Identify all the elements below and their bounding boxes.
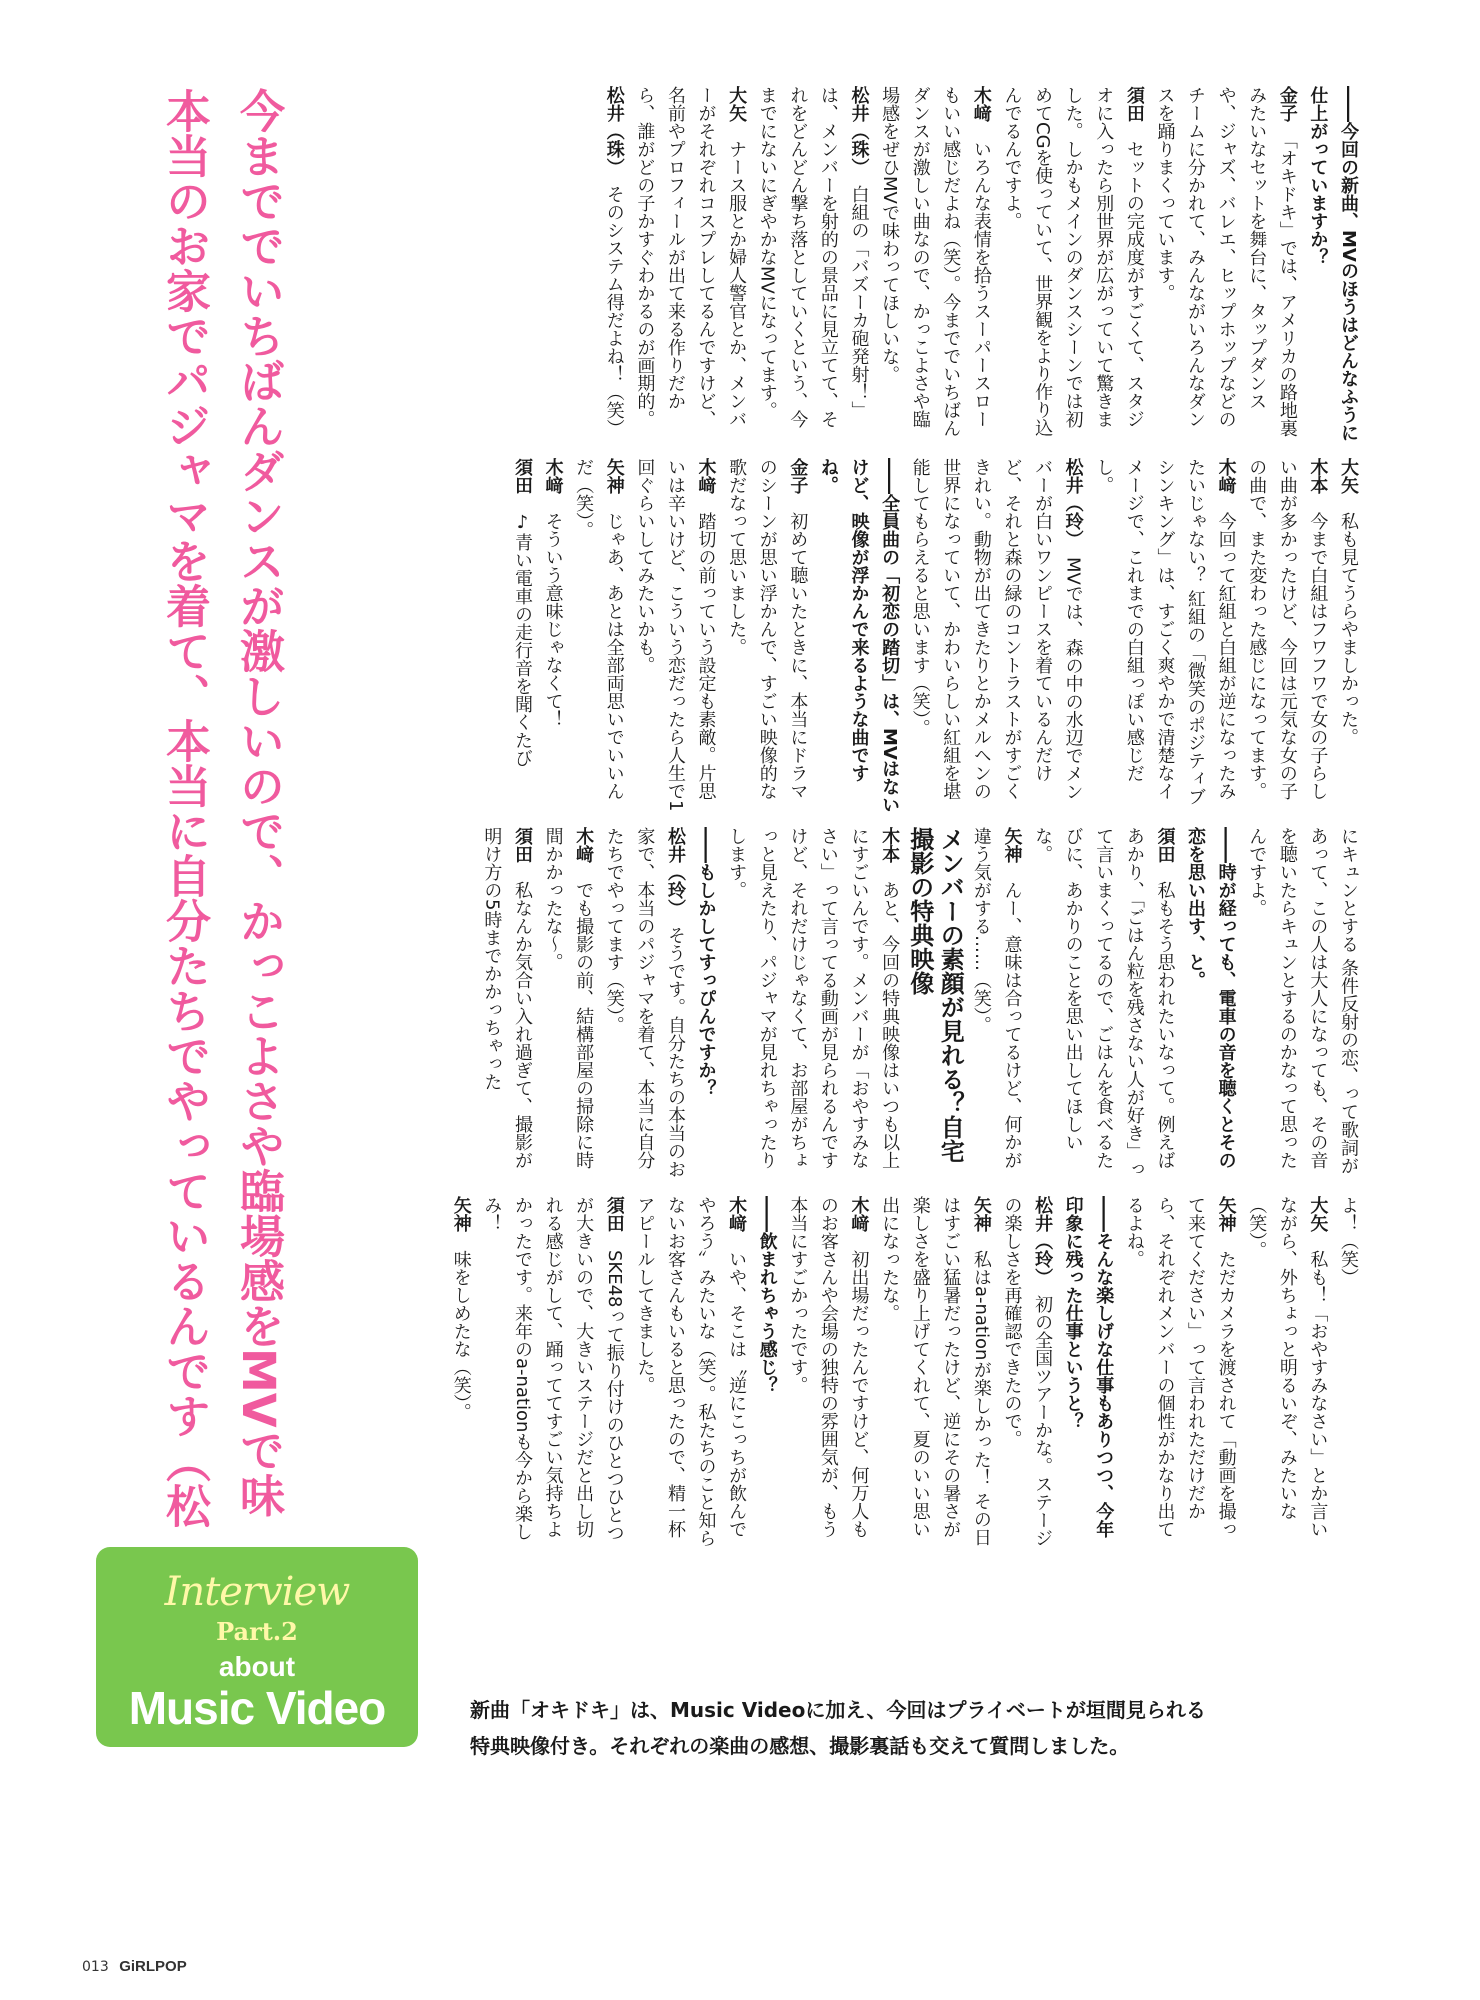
speech-text: でも撮影の前、結構部屋の掃除に時間かかったな〜。 [542, 827, 595, 1169]
speaker-name: 金子 [1276, 86, 1298, 122]
intro-line-2: 特典映像付き。それぞれの楽曲の感想、撮影裏話も交えて質問しました。 [470, 1734, 1130, 1758]
intro-line-1: 新曲「オキドキ」は、Music Videoに加え、今回はプライベートが垣間見られる [470, 1698, 1206, 1722]
article-paragraph [1332, 458, 1363, 814]
article-paragraph [537, 827, 598, 1183]
speech-text: んー、意味は合ってるけど、何かが違う気がする……（笑）。 [970, 827, 1023, 1169]
speech-text: あと、今回の特典映像はいつも以上にすごいんです。メンバーが「おやすみなさい」って言ってる動画が見られるんですけど、それだけじゃなくて、お部屋がちょっと見えたり、パジャマが見れちゃったりします。 [726, 827, 901, 1169]
article-paragraph [965, 827, 1026, 1183]
interview-question: ――全員曲の「初恋の踏切」は、MVはないけど、映像が浮かんで来るような曲ですね。 [817, 458, 901, 814]
speaker-name: 矢神 [1215, 1196, 1237, 1232]
article-paragraph [629, 86, 751, 442]
speaker-name: 松井（玲） [664, 827, 686, 908]
speaker-name: 松井（玲） [1062, 458, 1084, 539]
speaker-name: 矢神 [603, 458, 625, 494]
speaker-name: 矢神 [1001, 827, 1023, 863]
speaker-name: 須田 [511, 827, 533, 863]
article-paragraph [476, 1196, 629, 1552]
speaker-name: 須田 [511, 458, 533, 494]
speech-text: 今まで白組はフワフワで女の子らしい曲が多かったけど、今回は元気な女の子の曲で、また変わった感じになってます。 [1246, 458, 1329, 800]
article-paragraph [1149, 86, 1302, 442]
speech-text: 私もそう思われたいなって。例えばあかり、「ごはん粒を残さない人が好き」って言いまくってるので、ごはんを食べるたびに、あかりのことを思い出してほしいな。 [1032, 827, 1176, 1178]
speech-text: ♪青い電車の走行音を聞くたび [511, 512, 533, 767]
article-paragraph [568, 458, 629, 814]
article-paragraph [904, 458, 1088, 814]
article-paragraph [445, 1196, 476, 1552]
interview-question: ――もしかしてすっぴんですか？ [695, 827, 717, 1097]
speaker-name: 木﨑 [848, 1196, 870, 1232]
article-paragraph [996, 86, 1149, 442]
article-paragraph [751, 1196, 782, 1552]
intro-lead [470, 1692, 1390, 1764]
article-paragraph [1179, 827, 1240, 1183]
magazine-logo: GiRLPOP [119, 1958, 187, 1975]
article-paragraph [1302, 86, 1363, 442]
speaker-name: 木﨑 [695, 458, 717, 494]
article-paragraph [721, 827, 905, 1183]
article-paragraph [721, 458, 813, 814]
article-paragraph [874, 86, 996, 442]
speech-text: 初出場だったんですけど、何万人ものお客さんや会場の独特の雰囲気が、もう本当にすごかったです。 [787, 1196, 870, 1538]
interview-badge [96, 1547, 418, 1747]
speaker-name: 木本 [1307, 458, 1329, 494]
speech-text: SKE48って振り付けのひとつひとつが大きいので、大きいステージだと出し切れる感じがして、踊っててすごい気持ちよかったです。来年のa-nationも今から楽しみ！ [481, 1196, 625, 1542]
speech-text: セットの完成度がすごくて、スタジオに入ったら別世界が広がっていて驚きました。しかもメインのダンスシーンでは初めてCGを使っていて、世界観をより作り込んでるんですよ。 [1001, 86, 1145, 437]
speech-text: 私なんか気合い入れ過ぎて、撮影が明け方の5時までかかっちゃった [481, 827, 533, 1169]
speaker-name: 木﨑 [573, 827, 595, 863]
badge-part-label: Part.2 [216, 1617, 298, 1646]
speech-text: 今回って紅組と白組が逆になったみたいじゃない？ 紅組の「微笑のポジティブシンキング」は、すごく爽やかで清楚なイメージで、これまでの白組っぽい感じだし。 [1093, 458, 1237, 806]
speaker-name: 木﨑 [1215, 458, 1237, 494]
speaker-name: 矢神 [450, 1196, 472, 1232]
interview-question: ――そんな楽しげな仕事もありつつ、今年印象に残った仕事というと？ [1062, 1196, 1115, 1538]
article-paragraph [782, 1196, 874, 1552]
article-paragraph [1057, 1196, 1118, 1552]
speech-text: 初の全国ツアーかな。ステージの楽しさを再確認できたので。 [1001, 1196, 1054, 1547]
speech-text: MVでは、森の中の水辺でメンバーが白いワンピースを着ているんだけど、それと森の緑のコントラストがすごくきれい。動物が出てきたりとかメルヘンの世界になっていて、かわいらしい紅組を堪能してもらえると思います（笑）。 [909, 458, 1084, 801]
speech-text: いろんな表情を拾うスーパースローもいい感じだよね（笑）。今まででいちばんダンスが激しい曲なので、かっこよさや臨場感をぜひMVで味わってほしいな。 [879, 86, 992, 437]
article-paragraph [537, 458, 568, 814]
badge-about-label: about [218, 1651, 296, 1682]
article-row-2 [403, 458, 1363, 814]
speech-text: 味をしめたな（笑）。 [450, 1250, 472, 1421]
article-paragraph [629, 458, 721, 814]
speech-text: じゃあ、あとは全部両思いでいいんだ（笑）。 [573, 458, 625, 800]
speech-text: 「オキドキ」では、アメリカの路地裏みたいなセットを舞台に、タップダンスや、ジャズ、バレエ、ヒップホップなどのチームに分かれて、みんながいろんなダンスを踊りまくっています。 [1154, 86, 1298, 437]
speaker-name: 須田 [1123, 86, 1145, 122]
article-paragraph [812, 458, 904, 814]
speech-text: 私はa-nationが楽しかった！ その日はすごい猛暑だったけど、逆にその暑さが楽しさを盛り上げてくれて、夏のいい思い出になったな。 [879, 1196, 992, 1547]
speech-text: 私も見てうらやましかった。 [1338, 512, 1359, 746]
article-paragraph [1332, 1196, 1363, 1552]
speech-text: そうです。自分たちの本当のお家で、本当のパジャマを着て、本当に自分たちでやってます（笑）。 [603, 827, 686, 1178]
article-row-4 [403, 1196, 1363, 1552]
article-paragraph [751, 86, 873, 442]
article-paragraph [1241, 458, 1333, 814]
article-paragraph [1118, 1196, 1240, 1552]
speech-text: そのシステム得だよね！（笑） [603, 185, 625, 437]
interview-question: ――飲まれちゃう感じ？ [756, 1196, 778, 1394]
speech-text: ナース服とか婦人警官とか、メンバーがそれぞれコスプレしてるんですけど、名前やプロフィールが出て来る作りだから、誰がどの子かすぐわかるのが画期的。 [634, 86, 748, 428]
speaker-name: 松井（玲） [1032, 1196, 1054, 1277]
speaker-name: 矢神 [970, 1196, 992, 1232]
article-row-1 [403, 86, 1363, 442]
speech-text: 私も！「おやすみなさい」とか言いながら、外ちょっと明るいぞ、みたいな（笑）。 [1246, 1196, 1329, 1538]
section-heading: メンバーの素顔が見れる？自宅撮影の特典映像 [905, 827, 965, 1163]
article-paragraph [629, 1196, 751, 1552]
speaker-name: 松井（珠） [603, 86, 625, 167]
article-paragraph [1241, 827, 1363, 1183]
speaker-name: 金子 [787, 458, 809, 494]
article-paragraph [996, 1196, 1057, 1552]
article-paragraph [1241, 1196, 1333, 1552]
speech-text: いや、そこは〝逆にこっちが飲んでやろう〟みたいな（笑）。私たちのこと知らないお客さんもいると思ったので、精一杯アピールしてきました。 [634, 1196, 748, 1547]
speech-text: にキュンとする 条件反射の恋、って歌詞があって、この人は大人になっても、その音を聴いたらキュンとするのかなって思ったんですよ。 [1246, 827, 1359, 1175]
badge-script-title: Interview [164, 1569, 350, 1615]
article-paragraph [904, 827, 965, 1183]
page-number: 013 [82, 1959, 109, 1975]
speech-text: 初めて聴いたときに、本当にドラマのシーンが思い浮かんで、すごい映像的な歌だなって思いました。 [726, 458, 809, 800]
speaker-name: 木本 [879, 827, 901, 863]
speaker-name: 木﨑 [970, 86, 992, 122]
speech-text: そういう意味じゃなくて！ [542, 512, 564, 728]
badge-main-title: Music Video [128, 1682, 386, 1734]
speaker-name: 木﨑 [542, 458, 564, 494]
page-footer [82, 1958, 187, 1975]
pull-quote-1: 今まででいちばんダンスが激しいので、かっこよさや臨場感をMVで味 [232, 88, 285, 1518]
interview-question: ――今回の新曲、MVのほうはどんなふうに仕上がっていますか？ [1307, 86, 1359, 442]
speaker-name: 大矢 [1307, 1196, 1329, 1232]
speaker-name: 木﨑 [726, 1196, 748, 1232]
article-paragraph [598, 86, 629, 442]
speaker-name: 松井（珠） [848, 86, 870, 167]
speech-text: 踏切の前っていう設定も素敵。片思いは辛いけど、こういう恋だったら人生で1回ぐらいしてみたいかも。 [634, 458, 717, 812]
article-paragraph [690, 827, 721, 1183]
speech-text: ただカメラを渡されて「動画を撮って来てください」って言われただけだから、それぞれメンバーの個性がかなり出てるよね。 [1123, 1196, 1237, 1538]
speech-text: よ！（笑） [1338, 1196, 1359, 1286]
article-row-3 [403, 827, 1363, 1183]
interview-question: ――時が経っても、電車の音を聴くとその恋を思い出す、と。 [1185, 827, 1237, 1169]
pull-quote-2: 本当のお家でパジャマを着て、本当に自分たちでやっているんです（松 [158, 88, 211, 1528]
article-paragraph [1088, 458, 1241, 814]
speech-text: 白組の「バズーカ砲発射！」は、メンバーを射的の景品に見立てて、それをどんどん撃ち落としていくという、今までにないにぎやかなMVになってます。 [756, 86, 870, 428]
speaker-name: 須田 [1154, 827, 1176, 863]
speaker-name: 大矢 [1338, 458, 1359, 494]
article-paragraph [598, 827, 690, 1183]
speaker-name: 須田 [603, 1196, 625, 1232]
article-paragraph [874, 1196, 996, 1552]
article-paragraph [506, 458, 537, 814]
article-paragraph [476, 827, 537, 1183]
article-paragraph [1026, 827, 1179, 1183]
speaker-name: 大矢 [726, 86, 748, 122]
